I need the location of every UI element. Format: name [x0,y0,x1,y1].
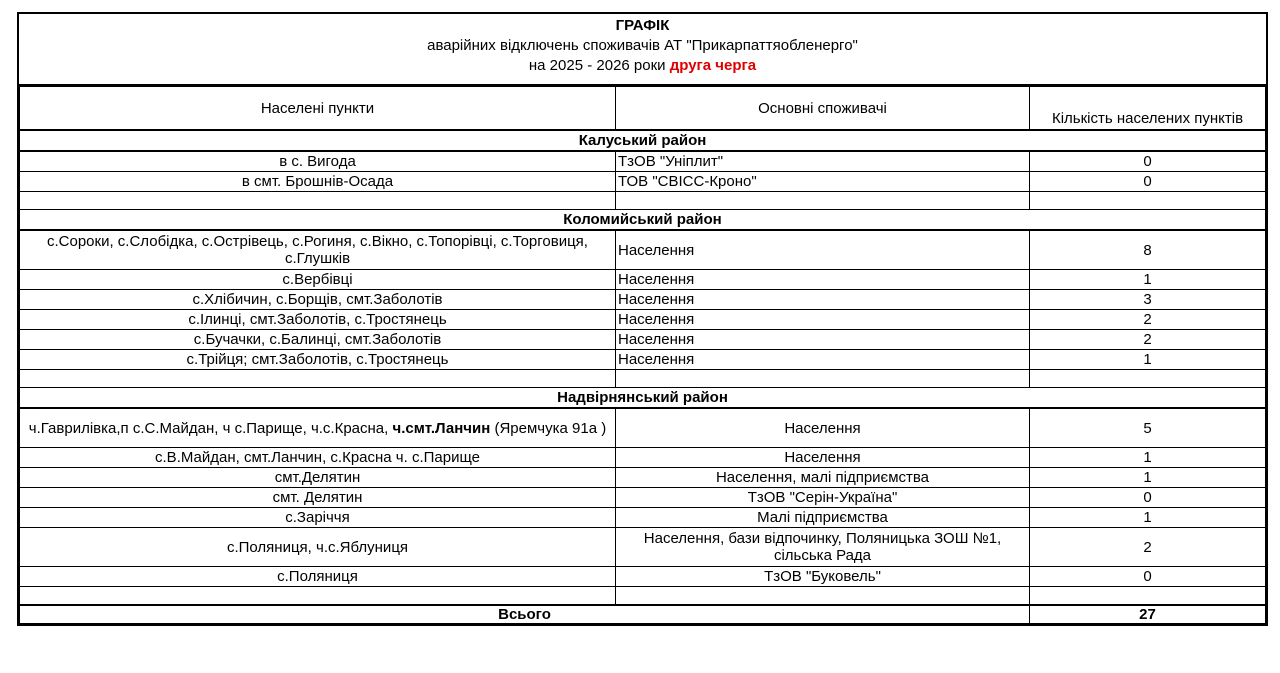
table-row [20,330,1266,350]
settlement-cell [20,408,616,448]
count-cell: 2 [1030,310,1266,330]
consumer-cell: Населення [616,270,1030,290]
settlement-cell: с.Поляниця, ч.с.Яблуниця [20,528,616,567]
count-cell: 8 [1030,230,1266,270]
table-row [20,448,1266,468]
consumer-cell: Населення [616,230,1030,270]
settlement-text-bold: ч.смт.Ланчин [392,419,491,437]
count-cell: 0 [1030,488,1266,508]
consumer-cell: Населення, малі підприємства [616,468,1030,488]
count-cell: 0 [1030,567,1266,587]
table-row [20,270,1266,290]
total-row [20,605,1266,624]
table-row [20,172,1266,192]
settlement-cell: с.В.Майдан, смт.Ланчин, с.Красна ч. с.Парище [20,448,616,468]
district-row-kolomyia [20,210,1266,231]
settlement-text: (Яремчука 91а ) [490,419,607,437]
count-cell: 2 [1030,330,1266,350]
consumer-cell: ТзОВ "Серін-Україна" [616,488,1030,508]
settlement-cell: с.Заріччя [20,508,616,528]
table-row [20,151,1266,172]
settlement-cell: с.Хлібичин, с.Борщів, смт.Заболотів [20,290,616,310]
table-row [20,528,1266,567]
settlement-cell: с.Вербівці [20,270,616,290]
consumer-cell: ТзОВ "Буковель" [616,567,1030,587]
schedule-sheet [17,12,1268,626]
consumer-cell: Населення, бази відпочинку, Поляницька ЗОШ №1, сільська Рада [616,528,1030,567]
document-subtitle: аварійних відключень споживачів АТ "Прикарпаттяобленерго" [427,37,858,54]
count-cell: 1 [1030,508,1266,528]
settlement-cell: в смт. Брошнів-Осада [20,172,616,192]
count-cell: 0 [1030,172,1266,192]
count-cell: 1 [1030,448,1266,468]
document-title: ГРАФІК [615,17,670,34]
district-row-nadvirna [20,388,1266,409]
title-block [19,14,1266,86]
table-header-row [20,87,1266,131]
consumer-cell: Населення [616,290,1030,310]
consumer-cell: Населення [616,408,1030,448]
consumer-cell: ТзОВ "Уніплит" [616,151,1030,172]
table-row [20,488,1266,508]
count-cell: 1 [1030,468,1266,488]
document-period [19,56,1266,76]
total-count: 27 [1030,605,1266,624]
queue-label: друга черга [669,57,757,74]
count-cell: 1 [1030,350,1266,370]
consumer-cell: Населення [616,330,1030,350]
table-row [20,508,1266,528]
total-label: Всього [20,605,1030,624]
district-name: Надвірнянський район [20,388,1266,409]
count-cell: 3 [1030,290,1266,310]
table-row [20,290,1266,310]
consumer-cell: Населення [616,310,1030,330]
settlement-cell: с.Сороки, с.Слобідка, с.Острівець, с.Рогиня, с.Вікно, с.Топорівці, с.Торговиця, с.Глушків [20,230,616,270]
header-consumers: Основні споживачі [616,87,1030,131]
settlement-cell: с.Ілинці, смт.Заболотів, с.Тростянець [20,310,616,330]
blank-row [20,192,1266,210]
schedule-table [19,86,1266,624]
consumer-cell: ТОВ "СВІСС-Кроно" [616,172,1030,192]
settlement-cell: в с. Вигода [20,151,616,172]
count-cell: 0 [1030,151,1266,172]
header-count: Кількість населених пунктів [1030,87,1266,131]
settlement-text: ч.Гаврилівка,п с.С.Майдан, ч с.Парище, ч.с.Красна, [28,419,393,437]
table-row [20,408,1266,448]
settlement-cell: с.Поляниця [20,567,616,587]
table-row [20,230,1266,270]
settlement-cell: смт.Делятин [20,468,616,488]
consumer-cell: Населення [616,350,1030,370]
header-settlements: Населені пункти [20,87,616,131]
blank-row [20,370,1266,388]
table-row [20,350,1266,370]
consumer-cell: Малі підприємства [616,508,1030,528]
table-row [20,567,1266,587]
district-name: Калуський район [20,130,1266,151]
settlement-cell: смт. Делятин [20,488,616,508]
district-name: Коломийський район [20,210,1266,231]
table-row [20,468,1266,488]
count-cell: 5 [1030,408,1266,448]
settlement-cell: с.Трійця; смт.Заболотів, с.Тростянець [20,350,616,370]
consumer-cell: Населення [616,448,1030,468]
table-row [20,310,1266,330]
district-row-kalush [20,130,1266,151]
count-cell: 1 [1030,270,1266,290]
period-text: на 2025 - 2026 роки [528,57,670,74]
count-cell: 2 [1030,528,1266,567]
settlement-cell: с.Бучачки, с.Балинці, смт.Заболотів [20,330,616,350]
blank-row [20,587,1266,606]
